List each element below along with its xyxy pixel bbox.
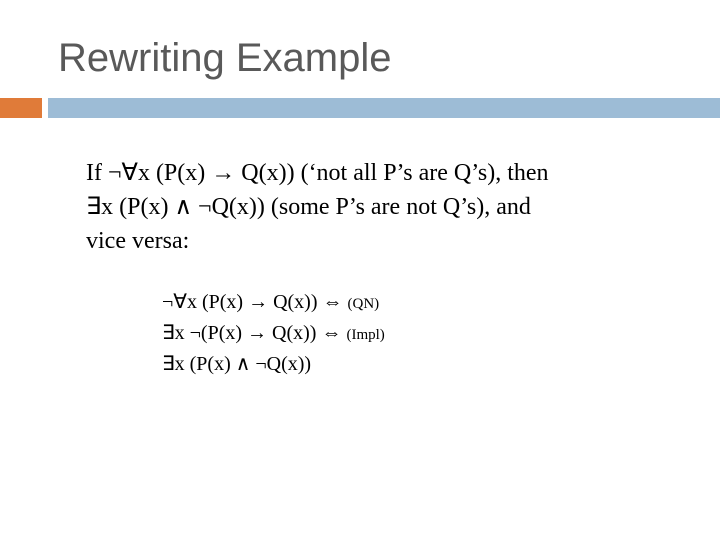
title-rule-bar	[48, 98, 720, 118]
derivation-step	[162, 319, 385, 350]
derivation-rule-tag: (QN)	[347, 296, 380, 312]
accent-bar	[0, 98, 42, 118]
body-line: If ¬∀x (P(x) → Q(x)) (‘not all P’s are Q’s), then	[86, 160, 549, 186]
derivation-formula: ∃x (P(x) ∧ ¬Q(x))	[162, 353, 312, 375]
derivation-formula: ∃x ¬(P(x) → Q(x)) ⇔	[162, 322, 347, 344]
derivation-formula: ¬∀x (P(x) → Q(x)) ⇔	[162, 291, 348, 313]
slide-title: Rewriting Example	[58, 36, 392, 80]
derivation-step	[162, 350, 385, 381]
derivation-block	[162, 288, 385, 381]
body-line: vice versa:	[86, 228, 190, 254]
derivation-step	[162, 288, 385, 319]
body-paragraph	[86, 156, 686, 258]
body-line: ∃x (P(x) ∧ ¬Q(x)) (some P’s are not Q’s), and	[86, 194, 531, 220]
derivation-rule-tag: (Impl)	[346, 327, 385, 343]
